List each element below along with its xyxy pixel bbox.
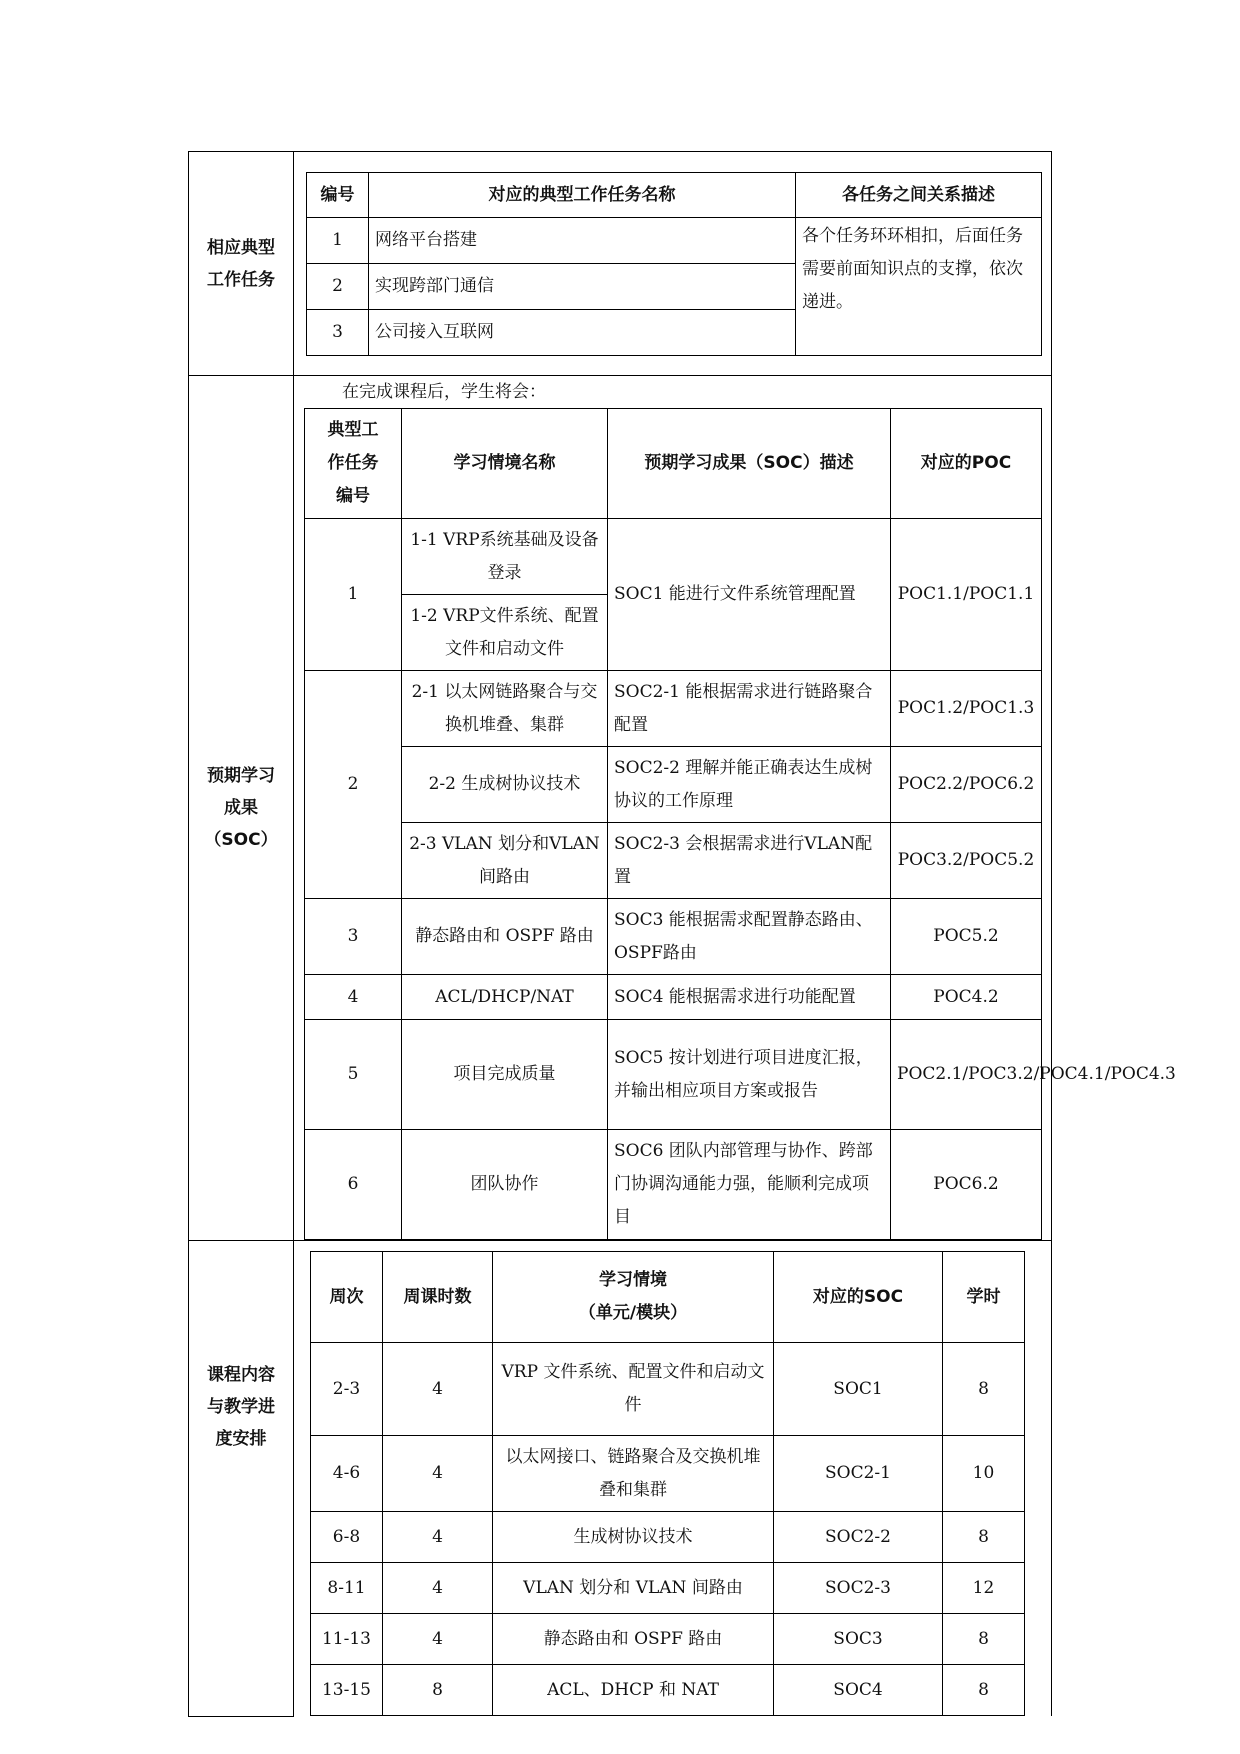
course-outline-table	[188, 151, 1176, 1717]
task-number: 3	[305, 899, 402, 975]
soc-description: SOC3 能根据需求配置静态路由、OSPF路由	[608, 899, 891, 975]
task-number: 3	[307, 310, 369, 356]
situation-name: 1-1 VRP系统基础及设备登录	[402, 519, 608, 595]
section-label-schedule	[189, 1241, 294, 1717]
soc-description: SOC6 团队内部管理与协作、跨部门协调沟通能力强，能顺利完成项目	[608, 1130, 891, 1240]
table-row	[311, 1436, 1025, 1512]
section-label-soc	[189, 376, 294, 1241]
situation-name: 静态路由和 OSPF 路由	[402, 899, 608, 975]
poc-value: POC2.1/POC3.2/POC4.1/POC4.3	[891, 1020, 1042, 1130]
soc-ref: SOC4	[774, 1665, 943, 1716]
soc-description: SOC4 能根据需求进行功能配置	[608, 975, 891, 1020]
total-hours: 10	[943, 1436, 1025, 1512]
section-label-text: 课程内容 与教学进 度安排	[207, 1365, 275, 1449]
weekly-hours: 4	[383, 1343, 493, 1436]
poc-value: POC1.2/POC1.3	[891, 671, 1042, 747]
task-number: 1	[305, 519, 402, 671]
table-row	[305, 1130, 1042, 1240]
weekly-hours: 4	[383, 1563, 493, 1614]
task-number: 1	[307, 218, 369, 264]
weekly-hours: 4	[383, 1436, 493, 1512]
soc-intro: 在完成课程后，学生将会：	[342, 382, 546, 402]
column-header: 学习情境 （单元/模块）	[493, 1252, 774, 1343]
section-label-text: 预期学习 成果 （SOC）	[204, 766, 278, 850]
situation-name: ACL、DHCP 和 NAT	[493, 1665, 774, 1716]
section-label-tasks	[189, 152, 294, 376]
table-header-row	[305, 409, 1042, 519]
soc-description: SOC5 按计划进行项目进度汇报，并输出相应项目方案或报告	[608, 1020, 891, 1130]
weekly-hours: 4	[383, 1512, 493, 1563]
weekly-hours: 4	[383, 1614, 493, 1665]
total-hours: 12	[943, 1563, 1025, 1614]
table-row	[311, 1512, 1025, 1563]
soc-description: SOC1 能进行文件系统管理配置	[608, 519, 891, 671]
week: 6-8	[311, 1512, 383, 1563]
section-body-schedule	[294, 1241, 1052, 1717]
soc-table	[304, 408, 1176, 1240]
soc-ref: SOC3	[774, 1614, 943, 1665]
task-number: 6	[305, 1130, 402, 1240]
poc-value: POC6.2	[891, 1130, 1042, 1240]
column-header: 各任务之间关系描述	[796, 173, 1042, 218]
situation-name: 2-2 生成树协议技术	[402, 747, 608, 823]
task-number: 5	[305, 1020, 402, 1130]
situation-name: 项目完成质量	[402, 1020, 608, 1130]
table-header-row	[307, 173, 1042, 218]
column-header: 对应的SOC	[774, 1252, 943, 1343]
section-body-tasks	[294, 152, 1052, 376]
situation-name: 静态路由和 OSPF 路由	[493, 1614, 774, 1665]
poc-value: POC2.2/POC6.2	[891, 747, 1042, 823]
poc-value: POC4.2	[891, 975, 1042, 1020]
table-row	[311, 1563, 1025, 1614]
total-hours: 8	[943, 1512, 1025, 1563]
situation-name: 生成树协议技术	[493, 1512, 774, 1563]
week: 13-15	[311, 1665, 383, 1716]
column-header: 对应的典型工作任务名称	[369, 173, 796, 218]
schedule-table	[310, 1251, 1025, 1716]
section-label-text: 相应典型 工作任务	[207, 237, 275, 290]
poc-value: POC3.2/POC5.2	[891, 823, 1042, 899]
table-row	[311, 1343, 1025, 1436]
table-row	[305, 519, 1042, 595]
task-number: 2	[307, 264, 369, 310]
week: 8-11	[311, 1563, 383, 1614]
situation-name: 团队协作	[402, 1130, 608, 1240]
section-body-soc	[294, 376, 1176, 1241]
week: 4-6	[311, 1436, 383, 1512]
week: 11-13	[311, 1614, 383, 1665]
table-row	[305, 1020, 1042, 1130]
total-hours: 8	[943, 1614, 1025, 1665]
situation-name: 以太网接口、链路聚合及交换机堆叠和集群	[493, 1436, 774, 1512]
table-row	[311, 1665, 1025, 1716]
table-row	[305, 671, 1042, 747]
column-header: 对应的POC	[891, 409, 1042, 519]
column-header: 学时	[943, 1252, 1025, 1343]
soc-ref: SOC2-1	[774, 1436, 943, 1512]
task-table	[306, 172, 1042, 356]
table-row	[307, 218, 1042, 264]
weekly-hours: 8	[383, 1665, 493, 1716]
situation-name: ACL/DHCP/NAT	[402, 975, 608, 1020]
situation-name: 2-1 以太网链路聚合与交换机堆叠、集群	[402, 671, 608, 747]
soc-description: SOC2-1 能根据需求进行链路聚合配置	[608, 671, 891, 747]
task-number: 4	[305, 975, 402, 1020]
situation-name: 2-3 VLAN 划分和VLAN 间路由	[402, 823, 608, 899]
table-row	[305, 975, 1042, 1020]
total-hours: 8	[943, 1343, 1025, 1436]
table-row	[305, 823, 1042, 899]
column-header: 预期学习成果（SOC）描述	[608, 409, 891, 519]
soc-description: SOC2-3 会根据需求进行VLAN配置	[608, 823, 891, 899]
table-row	[311, 1614, 1025, 1665]
column-header: 学习情境名称	[402, 409, 608, 519]
situation-name: VLAN 划分和 VLAN 间路由	[493, 1563, 774, 1614]
task-number: 2	[305, 671, 402, 899]
table-header-row	[311, 1252, 1025, 1343]
table-row	[305, 747, 1042, 823]
soc-ref: SOC2-3	[774, 1563, 943, 1614]
column-header: 周课时数	[383, 1252, 493, 1343]
total-hours: 8	[943, 1665, 1025, 1716]
situation-name: VRP 文件系统、配置文件和启动文件	[493, 1343, 774, 1436]
situation-name: 1-2 VRP文件系统、配置文件和启动文件	[402, 595, 608, 671]
week: 2-3	[311, 1343, 383, 1436]
column-header: 典型工 作任务 编号	[305, 409, 402, 519]
soc-ref: SOC1	[774, 1343, 943, 1436]
column-header: 周次	[311, 1252, 383, 1343]
task-name: 公司接入互联网	[369, 310, 796, 356]
column-header: 编号	[307, 173, 369, 218]
task-name: 实现跨部门通信	[369, 264, 796, 310]
poc-value: POC5.2	[891, 899, 1042, 975]
task-relation: 各个任务环环相扣，后面任务需要前面知识点的支撑，依次递进。	[796, 218, 1042, 356]
task-name: 网络平台搭建	[369, 218, 796, 264]
poc-value: POC1.1/POC1.1	[891, 519, 1042, 671]
soc-description: SOC2-2 理解并能正确表达生成树协议的工作原理	[608, 747, 891, 823]
soc-ref: SOC2-2	[774, 1512, 943, 1563]
table-row	[305, 899, 1042, 975]
